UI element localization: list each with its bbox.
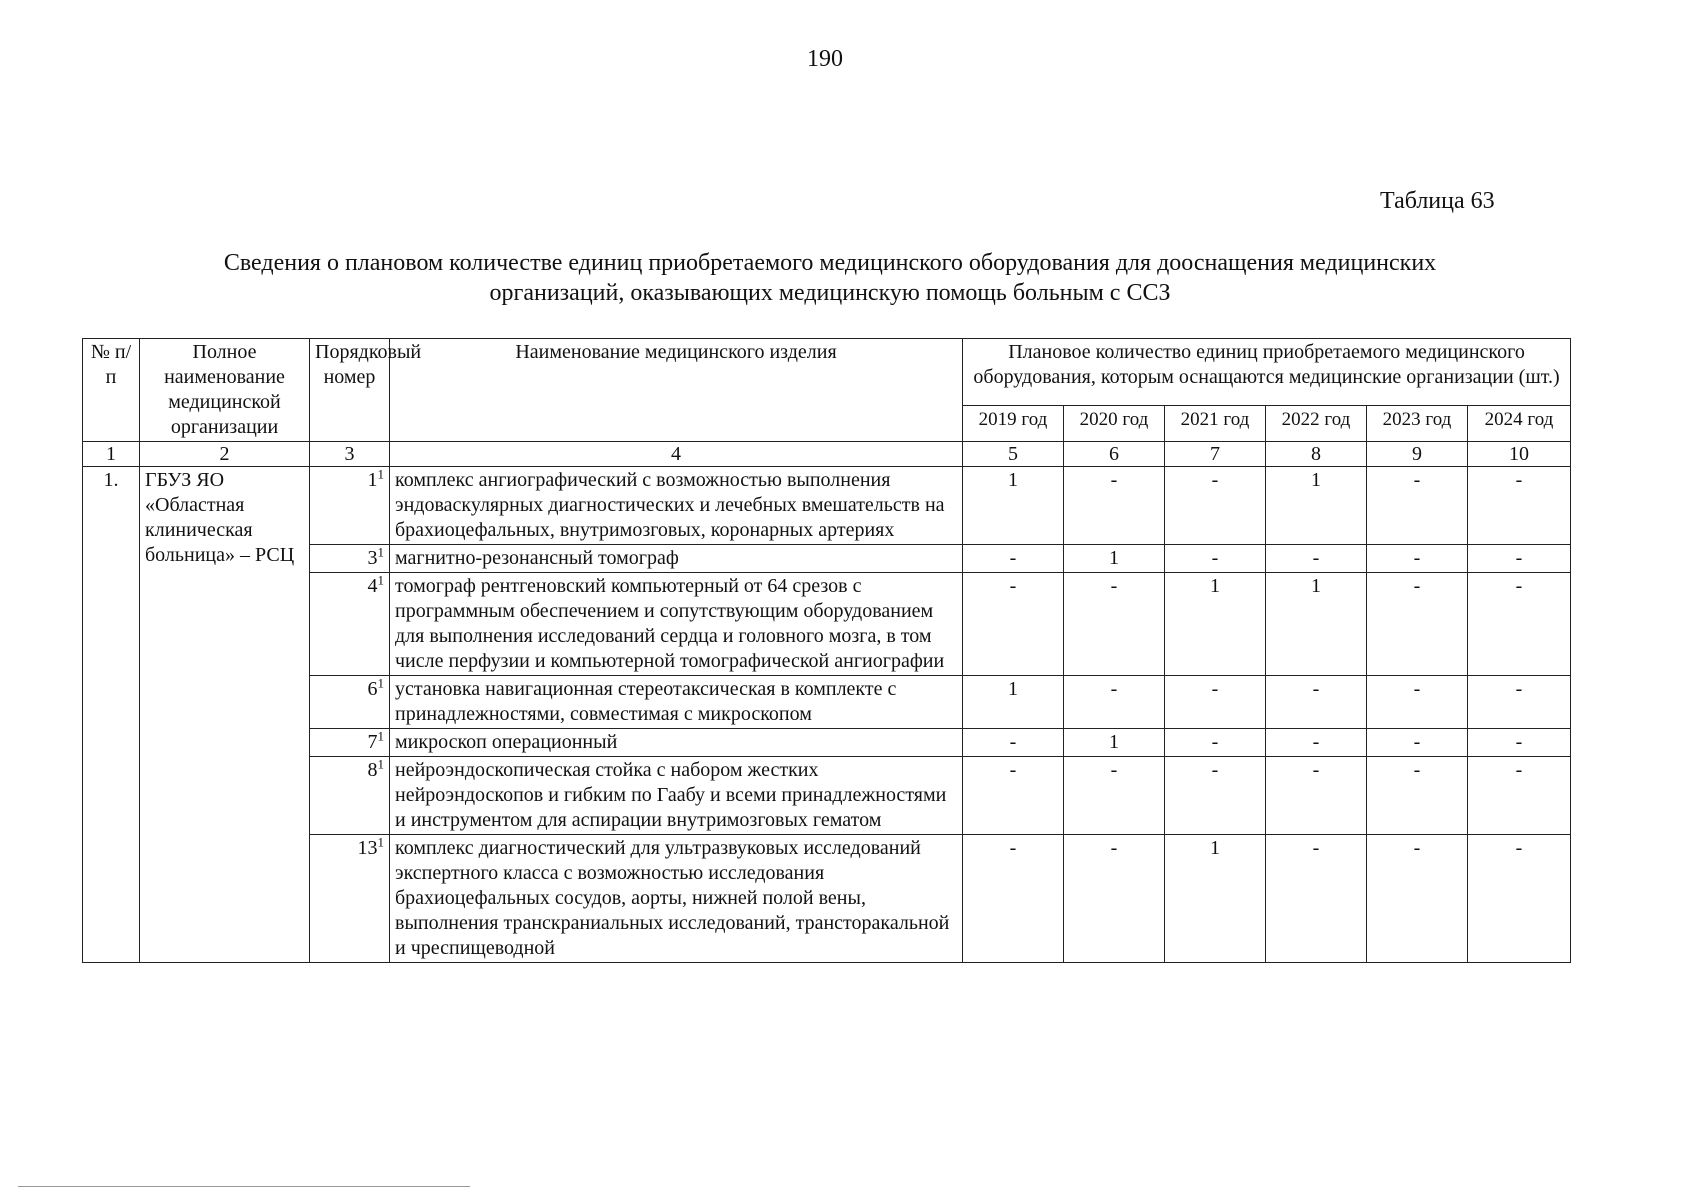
year-value: -	[1266, 729, 1367, 757]
header-plan: Плановое количество единиц приобретаемого медицинского оборудования, которым оснащаются медицинские организации (шт.)	[963, 339, 1571, 406]
column-number: 3	[310, 442, 390, 467]
year-value: -	[1367, 835, 1468, 963]
org-number: 1.	[83, 467, 140, 963]
document-title	[90, 248, 1570, 308]
title-line-1: Сведения о плановом количестве единиц приобретаемого медицинского оборудования для дооснащения медицинских	[223, 250, 1437, 276]
year-value: 1	[1266, 573, 1367, 676]
year-value: -	[1468, 545, 1571, 573]
item-name: магнитно-резонансный томограф	[390, 545, 963, 573]
year-value: -	[1266, 676, 1367, 729]
year-value: -	[1266, 835, 1367, 963]
year-value: -	[1064, 573, 1165, 676]
header-num: № п/п	[83, 339, 140, 442]
year-value: -	[963, 545, 1064, 573]
column-number: 8	[1266, 442, 1367, 467]
year-value: -	[1367, 545, 1468, 573]
year-value: -	[963, 757, 1064, 835]
title-line-2: организаций, оказывающих медицинскую помощь больным с ССЗ	[489, 280, 1171, 306]
column-number: 7	[1165, 442, 1266, 467]
year-value: 1	[963, 467, 1064, 545]
year-value: -	[1165, 757, 1266, 835]
year-value: -	[1165, 545, 1266, 573]
item-name: нейроэндоскопическая стойка с набором жестких нейроэндоскопов и гибким по Гаабу и всеми принадлежностями и инструментом для аспирации внутримозговых гематом	[390, 757, 963, 835]
year-value: 1	[1064, 545, 1165, 573]
year-value: -	[1468, 729, 1571, 757]
item-name: комплекс ангиографический с возможностью выполнения эндоваскулярных диагностических и лечебных вмешательств на брахиоцефальных, внутримозговых, коронарных артериях	[390, 467, 963, 545]
item-name: томограф рентгеновский компьютерный от 64 срезов с программным обеспечением и сопутствующим оборудованием для выполнения исследований сердца и головного мозга, в том числе перфузии и компьютерной томографической ангиографии	[390, 573, 963, 676]
year-value: 1	[1266, 467, 1367, 545]
equipment-table	[82, 338, 1571, 963]
column-number: 4	[390, 442, 963, 467]
year-value: -	[1468, 835, 1571, 963]
year-value: -	[1367, 467, 1468, 545]
year-value: -	[963, 729, 1064, 757]
order-number: $8^1$	[310, 757, 390, 835]
year-value: -	[1468, 676, 1571, 729]
item-name: микроскоп операционный	[390, 729, 963, 757]
header-year: 2022 год	[1266, 406, 1367, 442]
org-name: ГБУЗ ЯО «Областная клиническая больница» – РСЦ	[140, 467, 310, 963]
year-value: 1	[963, 676, 1064, 729]
column-number: 2	[140, 442, 310, 467]
header-year: 2020 год	[1064, 406, 1165, 442]
column-number: 6	[1064, 442, 1165, 467]
item-name: установка навигационная стереотаксическая в комплекте с принадлежностями, совместимая с микроскопом	[390, 676, 963, 729]
year-value: -	[1266, 545, 1367, 573]
order-number: $3^1$	[310, 545, 390, 573]
table-row	[83, 467, 1571, 545]
order-superscript: 1	[377, 466, 384, 482]
year-value: -	[1064, 467, 1165, 545]
header-org: Полное наименование медицинской организации	[140, 339, 310, 442]
header-year: 2021 год	[1165, 406, 1266, 442]
year-value: -	[1165, 467, 1266, 545]
order-number: $6^1$	[310, 676, 390, 729]
header-year: 2024 год	[1468, 406, 1571, 442]
page-number: 190	[807, 46, 843, 72]
order-number: $4^1$	[310, 573, 390, 676]
column-number: 10	[1468, 442, 1571, 467]
year-value: -	[1468, 467, 1571, 545]
year-value: -	[1367, 757, 1468, 835]
column-number: 5	[963, 442, 1064, 467]
year-value: -	[1367, 573, 1468, 676]
order-superscript: 1	[377, 572, 384, 588]
footnote-rule	[18, 1186, 470, 1187]
year-value: -	[1367, 729, 1468, 757]
year-value: -	[1468, 757, 1571, 835]
year-value: 1	[1165, 573, 1266, 676]
year-value: -	[963, 835, 1064, 963]
year-value: -	[1064, 757, 1165, 835]
year-value: -	[1064, 676, 1165, 729]
header-year: 2023 год	[1367, 406, 1468, 442]
header-year: 2019 год	[963, 406, 1064, 442]
year-value: 1	[1165, 835, 1266, 963]
year-value: -	[1367, 676, 1468, 729]
year-value: -	[1266, 757, 1367, 835]
table-label: Таблица 63	[1380, 188, 1495, 214]
table-body	[83, 442, 1571, 963]
order-superscript: 1	[377, 675, 384, 691]
item-name: комплекс диагностический для ультразвуковых исследований экспертного класса с возможностью исследования брахиоцефальных сосудов, аорты, нижней полой вены, выполнения транскраниальных исследований, трансторакальной и чреспищеводной	[390, 835, 963, 963]
order-superscript: 1	[377, 834, 384, 850]
column-number-row	[83, 442, 1571, 467]
order-superscript: 1	[377, 728, 384, 744]
year-value: -	[1064, 835, 1165, 963]
header-item-name: Наименование медицинского изделия	[390, 339, 963, 442]
year-value: -	[1165, 676, 1266, 729]
order-superscript: 1	[377, 544, 384, 560]
year-value: -	[1468, 573, 1571, 676]
column-number: 1	[83, 442, 140, 467]
header-ord: Порядковый номер	[310, 339, 390, 442]
year-value: -	[1165, 729, 1266, 757]
year-value: -	[963, 573, 1064, 676]
year-value: 1	[1064, 729, 1165, 757]
order-number: $7^1$	[310, 729, 390, 757]
order-number: $1^1$	[310, 467, 390, 545]
order-number: $13^1$	[310, 835, 390, 963]
order-superscript: 1	[377, 756, 384, 772]
column-number: 9	[1367, 442, 1468, 467]
